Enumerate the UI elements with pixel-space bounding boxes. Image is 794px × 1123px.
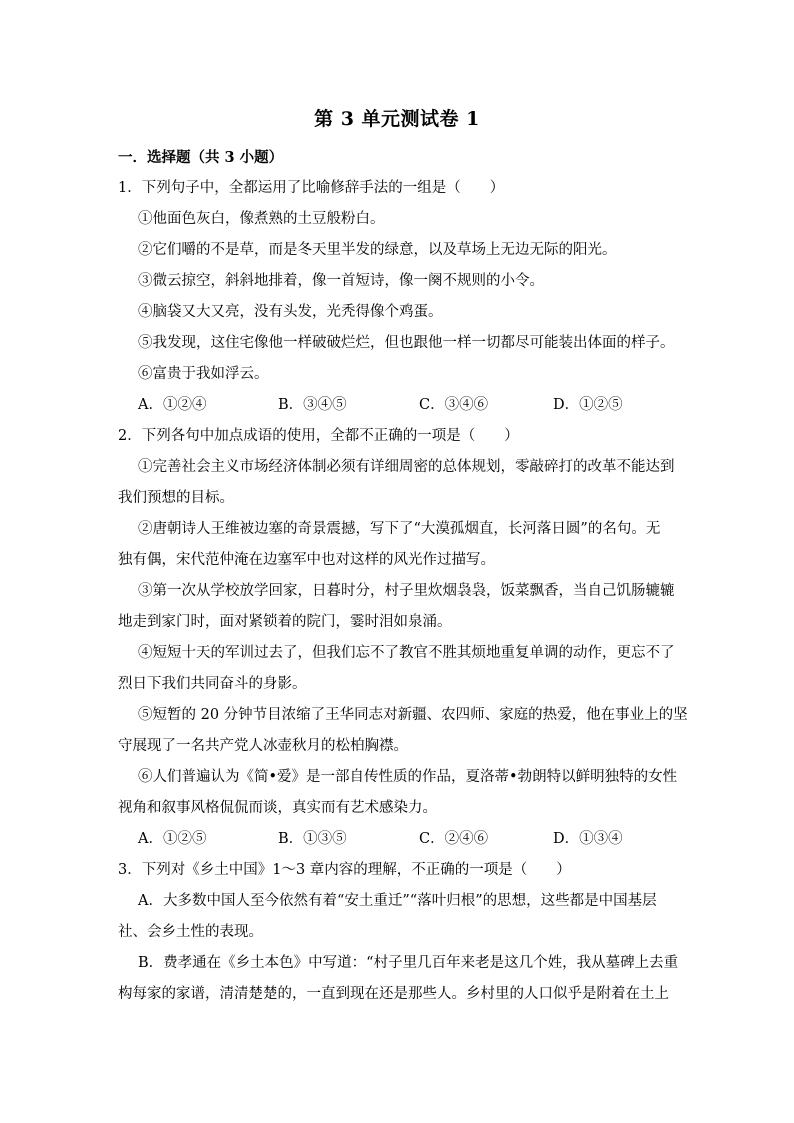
question-3-stem: 3．下列对《乡土中国》1～3 章内容的理解，不正确的一项是（ ） (118, 862, 571, 878)
section-heading: 一．选择题（共 3 小题） (118, 149, 284, 166)
question-2-option-b: B．①③⑤ (278, 831, 347, 847)
question-3-option-b-line: B．费孝通在《乡土本色》中写道：“村子里几百年来老是这几个姓，我从墓碑上去重 (138, 955, 679, 971)
question-2-options (118, 824, 678, 855)
question-2-item-continuation: 我们预想的目标。 (118, 490, 234, 506)
question-2-item-continuation: 烈日下我们共同奋斗的身影。 (118, 676, 307, 692)
question-3-option-a-line: A．大多数中国人至今依然有着“安土重迁”“落叶归根”的思想，这些都是中国基层 (138, 893, 657, 909)
question-2-item-line: ①完善社会主义市场经济体制必须有详细周密的总体规划，零敲碎打的改革不能达到 (138, 459, 675, 475)
question-1-item: ⑤我发现，这住宅像他一样破破烂烂，但也跟他一样一切都尽可能装出体面的样子。 (138, 335, 675, 351)
question-2-item-line: ⑤短暂的 20 分钟节目浓缩了王华同志对新疆、农四师、家庭的热爱，他在事业上的坚 (138, 707, 688, 723)
question-1-item: ①他面色灰白，像煮熟的土豆般粉白。 (138, 211, 385, 227)
question-1-item: ③微云掠空，斜斜地排着，像一首短诗，像一阕不规则的小令。 (138, 273, 544, 289)
question-2-option-a: A．①②⑤ (138, 831, 207, 847)
question-1-option-d: D．①②⑤ (553, 397, 623, 413)
question-3-option-a-continuation: 社、会乡土性的表现。 (118, 924, 263, 940)
page-title: 第 3 单元测试卷 1 (314, 108, 480, 130)
question-1-option-b: B．③④⑤ (278, 397, 347, 413)
question-1-stem: 1．下列句子中，全都运用了比喻修辞手法的一组是（ ） (118, 180, 505, 196)
question-1-option-a: A．①②④ (138, 397, 207, 413)
question-1-options (118, 390, 678, 421)
document-body (118, 142, 688, 1010)
question-2-item-line: ④短短十天的军训过去了，但我们忘不了教官不胜其烦地重复单调的动作，更忘不了 (138, 645, 675, 661)
question-1-item: ⑥富贵于我如浮云。 (138, 366, 269, 382)
question-2-item-continuation: 独有偶，宋代范仲淹在边塞军中也对这样的风光作过描写。 (118, 552, 495, 568)
question-2-option-c: C．②④⑥ (419, 831, 489, 847)
question-2-option-d: D．①③④ (553, 831, 623, 847)
question-2-item-line: ②唐朝诗人王维被边塞的奇景震撼，写下了“大漠孤烟直，长河落日圆”的名句。无 (138, 521, 661, 537)
question-1-option-c: C．③④⑥ (419, 397, 489, 413)
question-2-item-continuation: 守展现了一名共产党人冰壶秋月的松柏胸襟。 (118, 738, 408, 754)
question-1-item: ②它们嚼的不是草，而是冬天里半发的绿意，以及草场上无边无际的阳光。 (138, 242, 617, 258)
question-3-option-b-continuation: 构每家的家谱，清清楚楚的，一直到现在还是那些人。乡村里的人口似乎是附着在土上 (118, 986, 669, 1002)
question-2-item-line: ③第一次从学校放学回家，日暮时分，村子里炊烟袅袅，饭菜飘香，当自己饥肠辘辘 (138, 583, 675, 599)
question-2-item-continuation: 视角和叙事风格侃侃而谈，真实而有艺术感染力。 (118, 800, 437, 816)
question-2-item-continuation: 地走到家门时，面对紧锁着的院门，霎时泪如泉涌。 (118, 614, 452, 630)
question-2-item-line: ⑥人们普遍认为《简•爱》是一部自传性质的作品，夏洛蒂•勃朗特以鲜明独特的女性 (138, 769, 678, 785)
question-2-stem: 2．下列各句中加点成语的使用，全都不正确的一项是（ ） (118, 428, 519, 444)
question-1-item: ④脑袋又大又亮，没有头发，光秃得像个鸡蛋。 (138, 304, 443, 320)
